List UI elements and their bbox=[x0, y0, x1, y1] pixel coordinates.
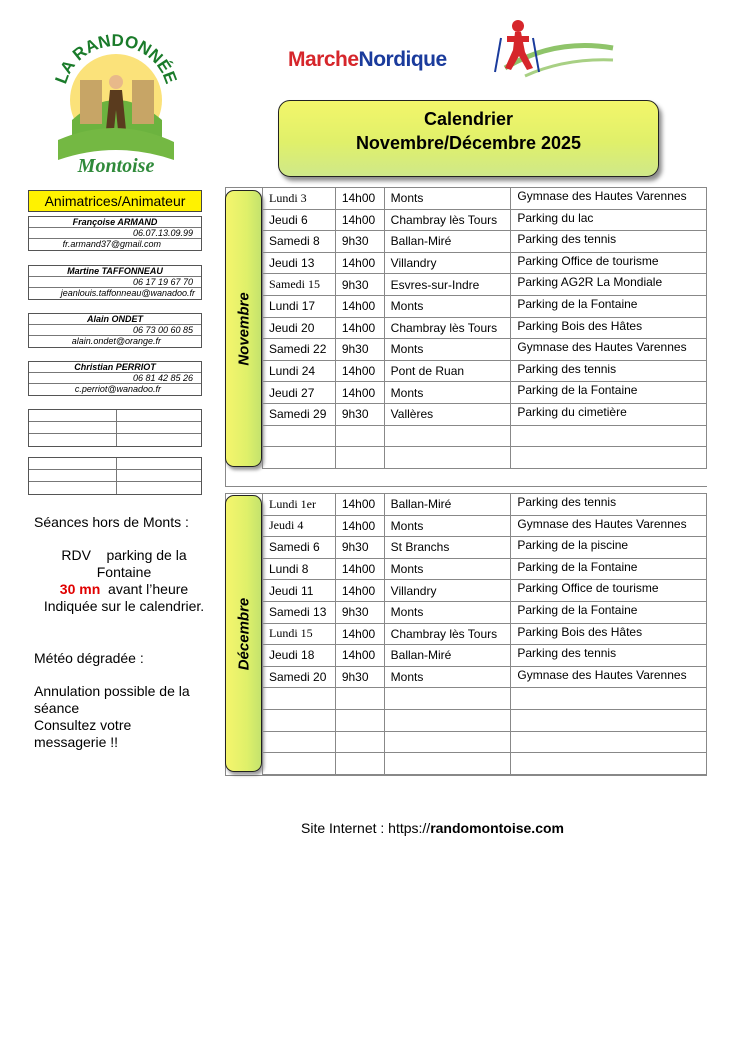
row-city bbox=[384, 731, 511, 753]
row-place: Parking de la piscine bbox=[511, 537, 707, 559]
weather-line: Consultez votre bbox=[34, 717, 132, 733]
row-day: Samedi 8 bbox=[263, 231, 336, 253]
row-place: Parking de la Fontaine bbox=[511, 601, 707, 623]
row-time: 14h00 bbox=[335, 252, 384, 274]
row-place bbox=[511, 425, 707, 447]
row-place: Parking de la Fontaine bbox=[511, 295, 707, 317]
row-place bbox=[511, 731, 707, 753]
row-day: Samedi 15 bbox=[263, 274, 336, 296]
row-time: 14h00 bbox=[335, 623, 384, 645]
row-time bbox=[335, 731, 384, 753]
contact-phone: 06 17 19 67 70 bbox=[29, 277, 201, 288]
row-place bbox=[511, 753, 707, 775]
schedule-row bbox=[263, 274, 707, 296]
row-day: Jeudi 4 bbox=[263, 515, 336, 537]
row-place: Parking des tennis bbox=[511, 231, 707, 253]
row-place: Parking Office de tourisme bbox=[511, 252, 707, 274]
row-place: Parking des tennis bbox=[511, 645, 707, 667]
logo-marche-text: Marche bbox=[288, 48, 359, 71]
row-time: 14h00 bbox=[335, 580, 384, 602]
row-time: 9h30 bbox=[335, 666, 384, 688]
calendar-header bbox=[278, 100, 659, 177]
row-day: Lundi 8 bbox=[263, 558, 336, 580]
schedule-row-empty bbox=[263, 709, 707, 731]
calendar-subtitle: Novembre/Décembre 2025 bbox=[355, 133, 582, 153]
schedule-row bbox=[263, 188, 707, 210]
row-time bbox=[335, 425, 384, 447]
row-city bbox=[384, 447, 511, 469]
contact-phone: 06 81 42 85 26 bbox=[29, 373, 201, 384]
row-time: 14h00 bbox=[335, 558, 384, 580]
row-place bbox=[511, 709, 707, 731]
contact-card bbox=[28, 216, 202, 251]
row-day: Jeudi 20 bbox=[263, 317, 336, 339]
schedule-row bbox=[263, 580, 707, 602]
sessions-title: Séances hors de Monts : bbox=[34, 514, 189, 530]
row-city: Vallères bbox=[384, 403, 511, 425]
row-city: Chambray lès Tours bbox=[384, 209, 511, 231]
row-place: Parking Bois des Hâtes bbox=[511, 317, 707, 339]
row-day: Samedi 6 bbox=[263, 537, 336, 559]
contact-card bbox=[28, 265, 202, 300]
contact-phone: 06.07.13.09.99 bbox=[29, 228, 201, 239]
row-city: Ballan-Miré bbox=[384, 494, 511, 516]
schedule-row bbox=[263, 601, 707, 623]
row-day bbox=[263, 425, 336, 447]
month-label-december bbox=[225, 495, 262, 772]
rdv-line-rest: avant l’heure bbox=[100, 581, 189, 597]
row-place: Parking Bois des Hâtes bbox=[511, 623, 707, 645]
november-schedule-table bbox=[262, 187, 707, 469]
row-place: Gymnase des Hautes Varennes bbox=[511, 515, 707, 537]
weather-line: séance bbox=[34, 700, 80, 716]
row-place: Gymnase des Hautes Varennes bbox=[511, 666, 707, 688]
row-day: Lundi 15 bbox=[263, 623, 336, 645]
row-day bbox=[263, 753, 336, 775]
logo-nordique-text: Nordique bbox=[358, 48, 447, 71]
schedule-row-empty bbox=[263, 688, 707, 710]
row-place: Parking des tennis bbox=[511, 494, 707, 516]
row-time: 14h00 bbox=[335, 515, 384, 537]
row-time: 14h00 bbox=[335, 645, 384, 667]
row-day: Jeudi 27 bbox=[263, 382, 336, 404]
row-day bbox=[263, 688, 336, 710]
row-day: Lundi 24 bbox=[263, 360, 336, 382]
schedule-row bbox=[263, 515, 707, 537]
row-city: St Branchs bbox=[384, 537, 511, 559]
row-place: Gymnase des Hautes Varennes bbox=[511, 339, 707, 361]
row-city: Monts bbox=[384, 515, 511, 537]
row-time bbox=[335, 688, 384, 710]
row-time: 9h30 bbox=[335, 339, 384, 361]
row-day: Lundi 17 bbox=[263, 295, 336, 317]
schedule-row bbox=[263, 494, 707, 516]
row-time: 14h00 bbox=[335, 295, 384, 317]
row-time: 9h30 bbox=[335, 537, 384, 559]
month-name: Décembre bbox=[235, 597, 252, 670]
row-time: 9h30 bbox=[335, 403, 384, 425]
row-time bbox=[335, 447, 384, 469]
row-place: Parking AG2R La Mondiale bbox=[511, 274, 707, 296]
rdv-line: Fontaine bbox=[96, 564, 152, 580]
schedule-row bbox=[263, 295, 707, 317]
row-city bbox=[384, 753, 511, 775]
row-city bbox=[384, 688, 511, 710]
rdv-line: RDV parking de la bbox=[61, 547, 187, 563]
schedule-row-empty bbox=[263, 731, 707, 753]
row-day: Lundi 3 bbox=[263, 188, 336, 210]
schedule-row-empty bbox=[263, 447, 707, 469]
row-place: Parking de la Fontaine bbox=[511, 558, 707, 580]
row-time: 9h30 bbox=[335, 601, 384, 623]
row-day: Samedi 20 bbox=[263, 666, 336, 688]
row-day bbox=[263, 709, 336, 731]
schedule-row bbox=[263, 403, 707, 425]
row-day: Jeudi 11 bbox=[263, 580, 336, 602]
contact-name: Christian PERRIOT bbox=[29, 362, 201, 373]
row-city: Monts bbox=[384, 558, 511, 580]
row-city: Villandry bbox=[384, 580, 511, 602]
row-time: 14h00 bbox=[335, 317, 384, 339]
row-time: 14h00 bbox=[335, 494, 384, 516]
row-place bbox=[511, 688, 707, 710]
row-time: 9h30 bbox=[335, 274, 384, 296]
schedule-row bbox=[263, 645, 707, 667]
row-day: Samedi 13 bbox=[263, 601, 336, 623]
row-city: Monts bbox=[384, 339, 511, 361]
row-day: Jeudi 18 bbox=[263, 645, 336, 667]
row-day: Jeudi 13 bbox=[263, 252, 336, 274]
schedule-row bbox=[263, 360, 707, 382]
contact-name: Martine TAFFONNEAU bbox=[29, 266, 201, 277]
row-city: Chambray lès Tours bbox=[384, 317, 511, 339]
schedule-row bbox=[263, 317, 707, 339]
row-day: Samedi 29 bbox=[263, 403, 336, 425]
schedule-row-empty bbox=[263, 425, 707, 447]
row-place: Parking Office de tourisme bbox=[511, 580, 707, 602]
row-day bbox=[263, 447, 336, 469]
contact-email: jeanlouis.taffonneau@wanadoo.fr bbox=[60, 288, 195, 298]
row-city: Pont de Ruan bbox=[384, 360, 511, 382]
row-city: Esvres-sur-Indre bbox=[384, 274, 511, 296]
weather-line: Annulation possible de la bbox=[34, 683, 190, 699]
website-line bbox=[0, 820, 735, 836]
row-day: Jeudi 6 bbox=[263, 209, 336, 231]
row-city: Monts bbox=[384, 601, 511, 623]
december-schedule-table bbox=[262, 493, 707, 775]
rando-montoise-logo bbox=[50, 20, 180, 180]
website-label: Site Internet : https:// bbox=[301, 820, 431, 836]
logo-text-bottom: Montoise bbox=[77, 155, 155, 177]
rdv-highlight: 30 mn bbox=[59, 581, 101, 597]
blank-contact-grid bbox=[28, 457, 202, 495]
month-name: Novembre bbox=[235, 291, 252, 366]
contact-phone: 06 73 00 60 85 bbox=[29, 325, 201, 336]
month-label-november bbox=[225, 190, 262, 467]
schedule-row bbox=[263, 558, 707, 580]
row-time: 14h00 bbox=[335, 382, 384, 404]
schedule-row bbox=[263, 382, 707, 404]
schedule-row bbox=[263, 209, 707, 231]
contact-email: c.perriot@wanadoo.fr bbox=[74, 384, 161, 394]
row-city: Ballan-Miré bbox=[384, 645, 511, 667]
row-city: Monts bbox=[384, 295, 511, 317]
row-city: Chambray lès Tours bbox=[384, 623, 511, 645]
weather-title: Météo dégradée : bbox=[34, 650, 144, 666]
row-day: Lundi 1er bbox=[263, 494, 336, 516]
row-city: Villandry bbox=[384, 252, 511, 274]
rdv-line: Indiquée sur le calendrier. bbox=[43, 598, 205, 614]
contact-name: Françoise ARMAND bbox=[29, 217, 201, 228]
weather-line: messagerie !! bbox=[34, 734, 119, 750]
row-place: Parking des tennis bbox=[511, 360, 707, 382]
contact-card bbox=[28, 313, 202, 348]
row-city: Monts bbox=[384, 188, 511, 210]
row-time: 9h30 bbox=[335, 231, 384, 253]
rdv-line bbox=[24, 581, 224, 598]
row-place: Parking du cimetière bbox=[511, 403, 707, 425]
row-time: 14h00 bbox=[335, 209, 384, 231]
website-domain[interactable]: randomontoise.com bbox=[430, 820, 564, 836]
schedule-row bbox=[263, 537, 707, 559]
logo-text-top: LA RANDONNÉE bbox=[51, 30, 180, 87]
row-city: Ballan-Miré bbox=[384, 231, 511, 253]
contact-email: fr.armand37@gmail.com bbox=[62, 239, 161, 249]
row-day: Samedi 22 bbox=[263, 339, 336, 361]
contact-email: alain.ondet@orange.fr bbox=[71, 336, 161, 346]
row-place: Gymnase des Hautes Varennes bbox=[511, 188, 707, 210]
weather-info bbox=[34, 683, 234, 751]
blank-contact-grid bbox=[28, 409, 202, 447]
row-time: 14h00 bbox=[335, 360, 384, 382]
row-time bbox=[335, 709, 384, 731]
schedule-row bbox=[263, 231, 707, 253]
row-city: Monts bbox=[384, 666, 511, 688]
contact-name: Alain ONDET bbox=[29, 314, 201, 325]
schedule-row-empty bbox=[263, 753, 707, 775]
calendar-title: Calendrier bbox=[423, 109, 514, 129]
row-place: Parking de la Fontaine bbox=[511, 382, 707, 404]
schedule-row bbox=[263, 623, 707, 645]
row-place: Parking du lac bbox=[511, 209, 707, 231]
animators-title: Animatrices/Animateur bbox=[28, 190, 202, 212]
row-city bbox=[384, 425, 511, 447]
row-place bbox=[511, 447, 707, 469]
schedule-row bbox=[263, 252, 707, 274]
row-time: 14h00 bbox=[335, 188, 384, 210]
schedule-row bbox=[263, 339, 707, 361]
rdv-info bbox=[24, 547, 224, 615]
contact-card bbox=[28, 361, 202, 396]
schedule-row bbox=[263, 666, 707, 688]
row-time bbox=[335, 753, 384, 775]
marche-nordique-logo bbox=[285, 18, 615, 82]
row-city bbox=[384, 709, 511, 731]
row-city: Monts bbox=[384, 382, 511, 404]
row-day bbox=[263, 731, 336, 753]
